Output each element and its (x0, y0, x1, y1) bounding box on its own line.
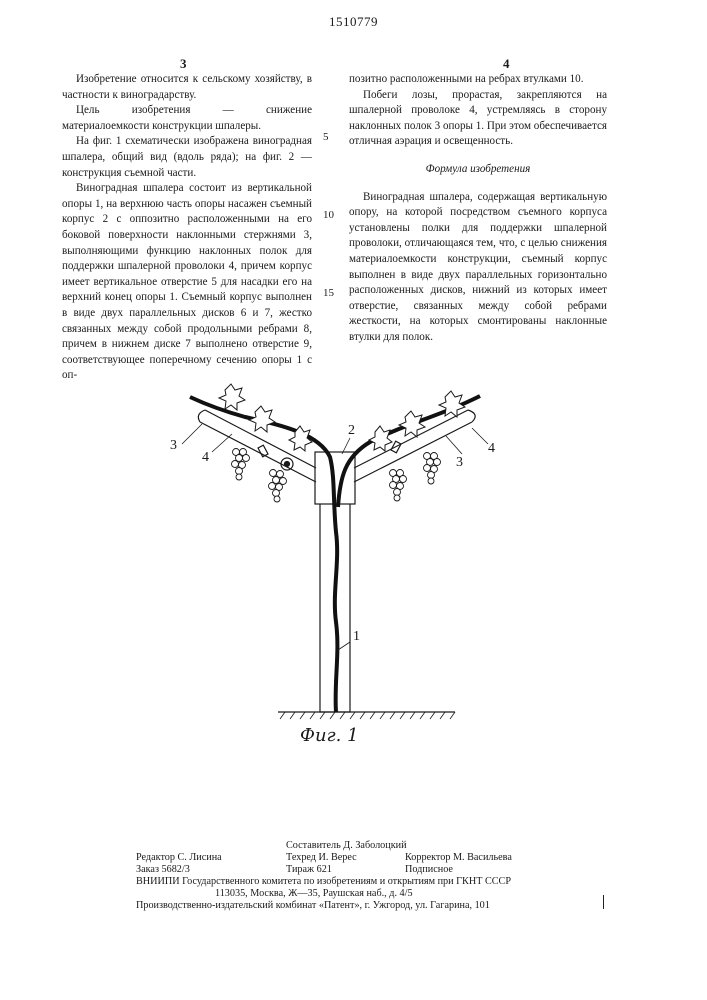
vine-stem-left (190, 397, 337, 712)
rod-end-left (198, 410, 205, 422)
paragraph: На фиг. 1 схематически изображена виноградная шпалера, общий вид (вдоль ряда); на фиг. 2 — конструкция съемной части. (62, 135, 312, 179)
footer-corrector: Корректор М. Васильева (405, 852, 512, 863)
paragraph: Цель изобретения — снижение материалоемкости конструкции шпалеры. (62, 104, 312, 132)
label-wire-right: 4 (488, 441, 495, 456)
paragraph: Изобретение относится к сельскому хозяйству, в частности к виноградарству. (62, 73, 312, 101)
line-number: 10 (323, 209, 334, 221)
footer-techred: Техред И. Верес (286, 852, 357, 863)
formula-text: Виноградная шпалера, содержащая вертикальную опору, на которой посредством съемного корпуса установлены полки для поддержки шпалерной проволоки, отличающаяся тем, что, с целью снижения материалоемкости конструкции, съемный корпус выполнен в виде двух параллельных горизонтально расположенных дисков, нижний из которых имеет отверстие, связанных между собой ребрами жесткости, на которых смонтированы наклонные втулки для полок. (349, 190, 607, 343)
right-text-column (349, 72, 607, 346)
footer-compiler: Составитель Д. Заболоцкий (286, 840, 407, 851)
footer-institution: ВНИИПИ Государственного комитета по изобретениям и открытиям при ГКНТ СССР (136, 876, 512, 887)
footer-order: Заказ 5682/3 (136, 864, 190, 875)
left-column-number: 3 (180, 56, 187, 71)
left-text-column (62, 72, 312, 384)
grape-cluster (269, 470, 287, 503)
label-support: 1 (353, 629, 360, 644)
paragraph: Побеги лозы, прорастая, закрепляются на шпалерной проволоке 4, устремляясь в сторону наклонных полок 3 опоры 1. При этом обеспечивается отличная аэрация и освещенность. (349, 88, 607, 148)
patent-number: 1510779 (329, 14, 378, 29)
margin-mark (603, 895, 604, 909)
leaf (369, 426, 392, 451)
ground-hatching (280, 712, 455, 719)
grape-cluster (390, 470, 407, 502)
leaf (249, 406, 275, 432)
footer-publisher: Производственно-издательский комбинат «Патент», г. Ужгород, ул. Гагарина, 101 (136, 900, 490, 911)
formula-heading: Формула изобретения (425, 162, 531, 175)
rod-end-right (468, 410, 475, 422)
label-rod-left: 3 (170, 438, 177, 453)
figure-1-drawing (150, 382, 580, 752)
footer-subscription: Подписное (405, 864, 453, 875)
grape-cluster (232, 449, 250, 481)
line-number: 15 (323, 287, 334, 299)
footer-address: 113035, Москва, Ж—35, Раушская наб., д. 4/5 (215, 888, 413, 899)
paragraph: Виноградная шпалера состоит из вертикальной опоры 1, на верхнюю часть опоры насажен съемный корпус 2 с оппозитно расположенными на его боковой поверхности наклонными стержнями 3, выполняющими функцию наклонных полок для поддержки шпалерной проволоки 4, причем корпус имеет вертикальное отверстие 5 для насадки его на верхний конец опоры 1. Съемный корпус выполнен в виде двух параллельных дисков 6 и 7, жестко связанных между собой продольными ребрами 8, причем в нижнем диске 7 выполнено отверстие 9, соответствующее поперечному сечению опоры 1 с оп- (62, 182, 312, 382)
label-rod-right: 3 (456, 455, 463, 470)
figure-caption: Фиг. 1 (300, 725, 359, 746)
label-wire-left: 4 (202, 450, 209, 465)
leaf (399, 411, 425, 437)
leaf (219, 384, 245, 410)
footer-editor: Редактор С. Лисина (136, 852, 222, 863)
grape-cluster (424, 453, 441, 485)
label-housing: 2 (348, 423, 355, 438)
right-column-number: 4 (503, 56, 510, 71)
line-number: 5 (323, 131, 329, 143)
paragraph: позитно расположенными на ребрах втулками 10. (349, 73, 584, 85)
footer-circulation: Тираж 621 (286, 864, 332, 875)
